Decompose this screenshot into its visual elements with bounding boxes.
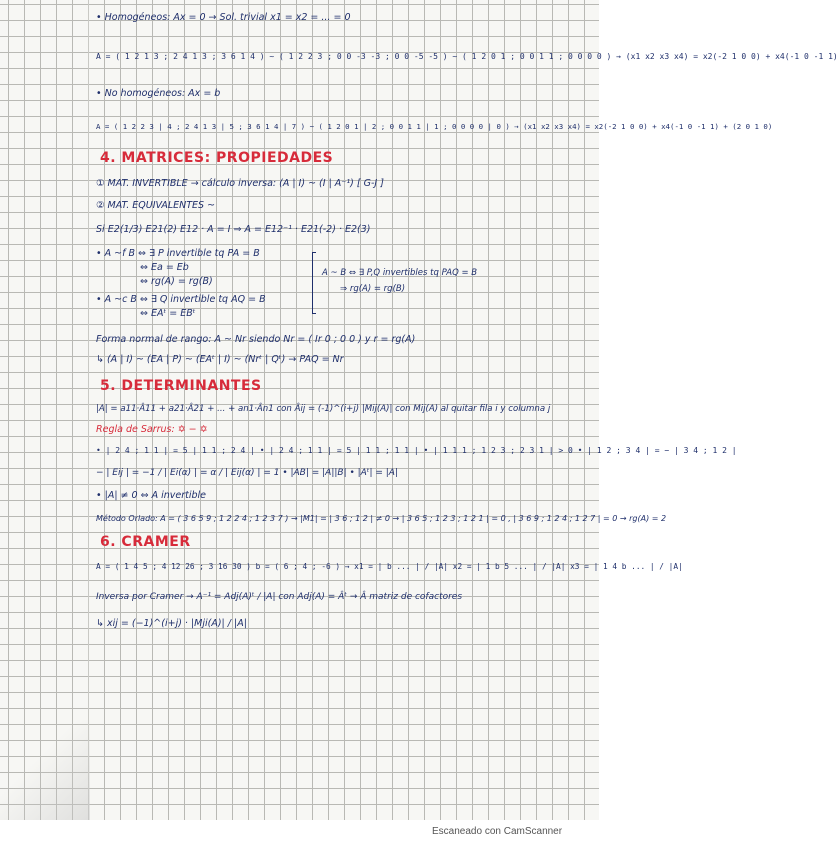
scanner-watermark: Escaneado con CamScanner: [432, 826, 563, 837]
note-homogeneous: • Homogéneos: Ax = 0 → Sol. trivial x1 = x2 = ... = 0: [96, 12, 351, 23]
note-elementary-determinants: − | Eij | = −1 / | Ei(α) | = α / | Eij(α) | = 1 • |AB| = |A||B| • |Aᵗ| = |A|: [96, 468, 398, 478]
note-row-equivalence: • A ~f B ⇔ ∃ P invertible tq PA = B: [96, 248, 260, 259]
note-rank-normal-form-procedure: ↳ (A | I) ~ (EA | P) ~ (EAᵗ | I) ~ (Nrᵗ | Qᵗ) → PAQ = Nr: [96, 354, 344, 365]
note-nonhomogeneous-matrix: A = ( 1 2 2 3 | 4 ; 2 4 1 3 | 5 ; 3 6 1 4 | 7 ) ~ ( 1 2 0 1 | 2 ; 0 0 1 1 | 1 ; 0 0 0 0 | 0 ) → (x1 x2 x3 x4) = x2(-2 1 0 0) + x4(-1 0 -1 1) + (2 0 1 0): [96, 122, 773, 131]
note-equivalence: A ~ B ⇔ ∃ P,Q invertibles tq PAQ = B: [322, 268, 478, 278]
note-homogeneous-matrix: A = ( 1 2 1 3 ; 2 4 1 3 ; 3 6 1 4 ) ~ ( 1 2 2 3 ; 0 0 -3 -3 ; 0 0 -5 -5 ) ~ ( 1 2 0 1 ; 0 0 1 1 ; 0 0 0 0 ) → (x1 x2 x3 x4) = x2(-2 1 0 0) + x4(-1 0 -1 1): [96, 52, 838, 61]
note-elementary-product: Si E2(1/3) E21(2) E12 · A = I ⇒ A = E12⁻¹ · E21(-2) · E2(3): [96, 224, 371, 235]
section-heading-determinants: 5. DETERMINANTES: [100, 378, 262, 394]
note-inverse-by-cramer: Inversa por Cramer → A⁻¹ = Adj(A)ᵗ / |A| con Adj(A) = Âᵗ → Â matriz de cofactores: [96, 592, 463, 602]
note-determinant-properties: • | 2 4 ; 1 1 | = 5 | 1 1 ; 2 4 | • | 2 4 ; 1 1 | = 5 | 1 1 ; 1 1 | • | 1 1 1 ; 1 2 3 ; 2 3 1 | > 0 • | 1 2 ; 3 4 | = − | 3 4 ; 1 2 |: [96, 446, 737, 455]
note-invertibility: • |A| ≠ 0 ⇔ A invertible: [96, 490, 206, 501]
note-cramer-system: A = ( 1 4 5 ; 4 12 26 ; 3 16 30 ) b = ( 6 ; 4 ; -6 ) → x1 = | b ... | / |A| x2 = | 1 b 5 ... | / |A| x3 = | 1 4 b ... | / |A|: [96, 562, 683, 571]
note-nonhomogeneous: • No homogéneos: Ax = b: [96, 88, 221, 99]
note-equivalent-matrices: ② MAT. EQUIVALENTES ~: [96, 200, 216, 211]
note-column-equivalence: • A ~c B ⇔ ∃ Q invertible tq AQ = B: [96, 294, 266, 305]
note-column-equivalence-echelon: ⇔ EAᵗ = EBᵗ: [140, 308, 196, 319]
note-sarrus-rule: Regla de Sarrus: ✡ − ✡: [96, 424, 208, 435]
note-rank-normal-form: Forma normal de rango: A ~ Nr siendo Nr = ( Ir 0 ; 0 0 ) y r = rg(A): [96, 334, 416, 345]
note-invertible-matrix: ① MAT. INVERTIBLE → cálculo inversa: (A | I) ~ (I | A⁻¹) [ G-J ]: [96, 178, 384, 189]
section-heading-cramer: 6. CRAMER: [100, 534, 191, 550]
note-row-equivalence-rank: ⇔ rg(A) = rg(B): [140, 276, 213, 287]
page-fold-shadow: [0, 720, 90, 820]
note-laplace-expansion: |A| = a11·Â11 + a21·Â21 + ... + an1·Ân1 con Âij = (-1)^(i+j) |Mij(A)| con Mij(A) al quitar fila i y columna j: [96, 404, 551, 414]
note-inverse-entry-formula: ↳ xij = (−1)^(i+j) · |Mji(A)| / |A|: [96, 618, 247, 629]
note-row-equivalence-echelon: ⇔ Ea = Eb: [140, 262, 189, 273]
section-heading-matrices: 4. MATRICES: PROPIEDADES: [100, 150, 334, 166]
margin-line: [88, 0, 89, 820]
note-bordering-method: Método Orlado: A = ( 3 6 5 9 ; 1 2 2 4 ; 1 2 3 7 ) → |M1| = | 3 6 ; 1 2 | ≠ 0 → | 3 6 5 ; 1 2 3 ; 1 2 1 | = 0 , | 3 6 9 ; 1 2 4 ; 1 2 7 | = 0 → rg(A) = 2: [96, 514, 667, 523]
note-equivalence-rank: ⇒ rg(A) = rg(B): [340, 284, 406, 294]
